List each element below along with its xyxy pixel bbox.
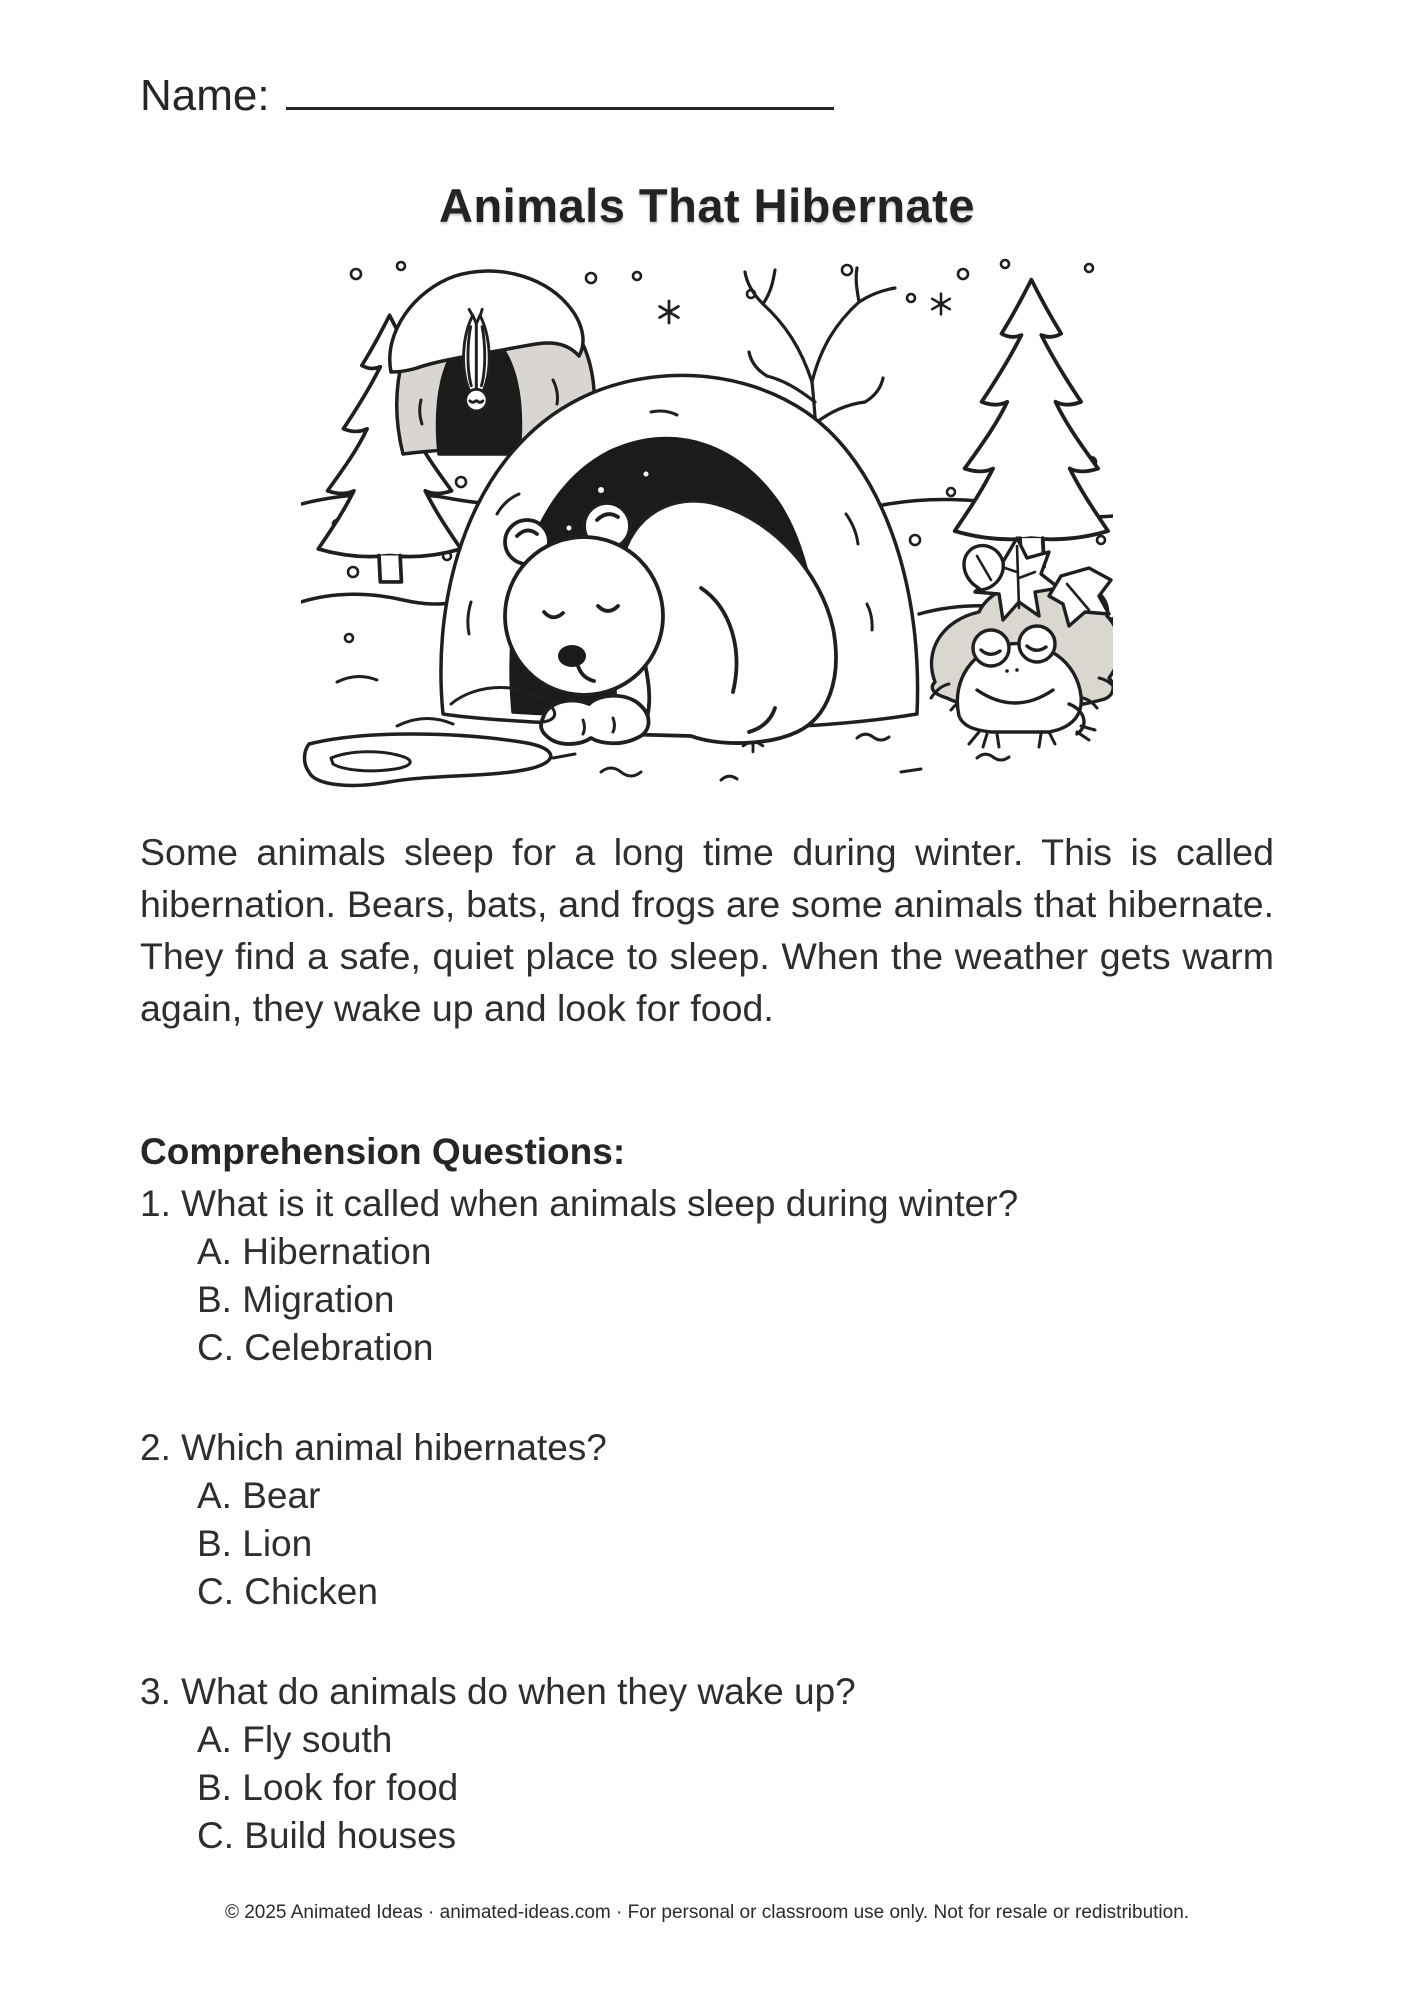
page-title: Animals That Hibernate: [439, 179, 975, 232]
frozen-pond-icon: [305, 734, 551, 785]
name-blank-line: [286, 70, 834, 110]
questions-section: [140, 1128, 1280, 1860]
hibernation-scene-illustration: [301, 252, 1113, 792]
question-2-option-c: C. Chicken: [197, 1571, 378, 1612]
question-1-option-c: C. Celebration: [197, 1327, 434, 1368]
bat-icon: [464, 309, 490, 411]
frog-icon: [931, 538, 1113, 747]
footer-copyright: © 2025 Animated Ideas · animated-ideas.com · For personal or classroom use only. Not for resale or redistribution.: [224, 1902, 1190, 1923]
reading-passage: Some animals sleep for a long time during winter. This is called hibernation. Bears, bats, and frogs are some animals that hibernate. They find a safe, quiet place to sleep. When the weather gets warm again, they wake up and look for food.: [140, 831, 1274, 1029]
question-3-option-b: B. Look for food: [197, 1767, 459, 1808]
question-3: [140, 1668, 1280, 1860]
question-1: [140, 1180, 1280, 1372]
name-label: Name:: [140, 71, 270, 120]
right-pine-tree-icon: [955, 280, 1108, 567]
question-1-option-a: A. Hibernation: [197, 1231, 432, 1272]
question-2-prompt: 2. Which animal hibernates?: [140, 1427, 607, 1468]
question-3-option-c: C. Build houses: [197, 1815, 457, 1856]
question-2: [140, 1424, 1280, 1616]
question-3-prompt: 3. What do animals do when they wake up?: [140, 1671, 856, 1712]
question-2-option-a: A. Bear: [197, 1475, 321, 1516]
questions-heading: Comprehension Questions:: [140, 1131, 626, 1172]
question-2-option-b: B. Lion: [197, 1523, 313, 1564]
question-3-option-a: A. Fly south: [197, 1719, 393, 1760]
question-1-option-b: B. Migration: [197, 1279, 395, 1320]
question-1-prompt: 1. What is it called when animals sleep during winter?: [140, 1183, 1019, 1224]
name-row: [140, 70, 834, 121]
